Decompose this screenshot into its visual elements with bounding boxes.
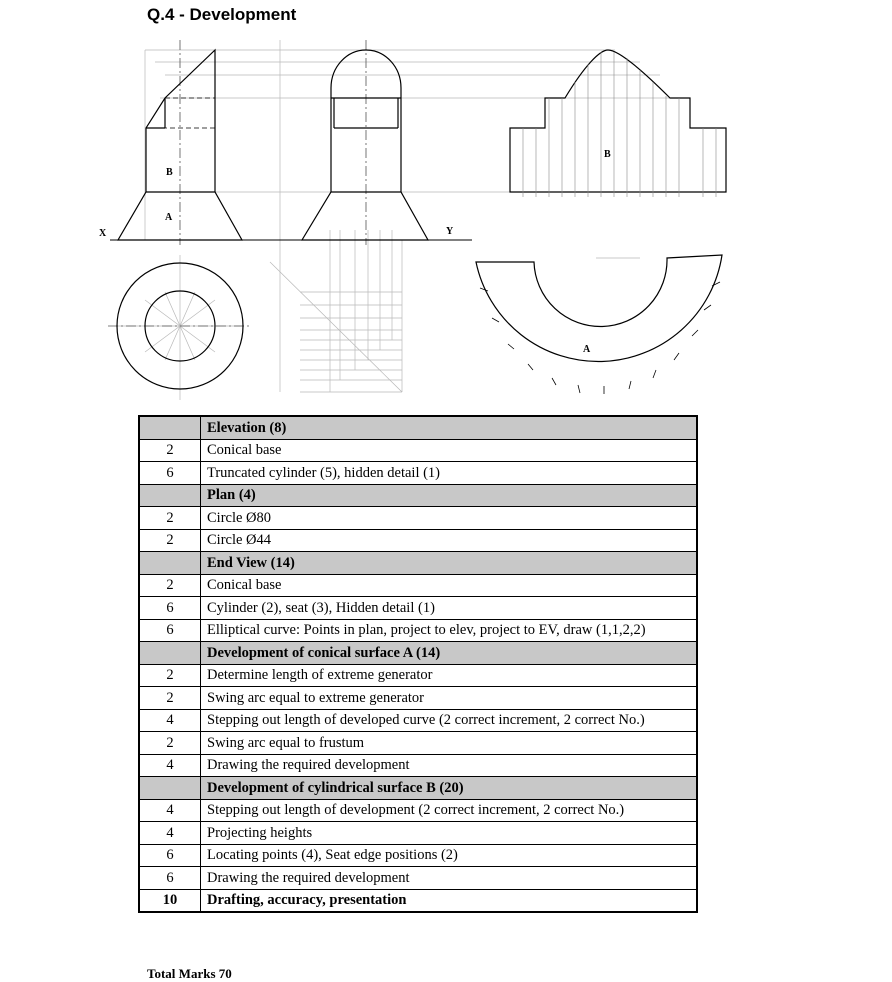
criterion-cell: Drawing the required development: [201, 867, 698, 890]
mark-cell: 2: [139, 507, 201, 530]
mark-cell: 6: [139, 867, 201, 890]
table-row: [139, 507, 697, 530]
development-a-ticks: [480, 282, 720, 394]
table-row: [139, 462, 697, 485]
table-row: [139, 574, 697, 597]
mark-cell: [139, 642, 201, 665]
criterion-cell: Drafting, accuracy, presentation: [201, 889, 698, 912]
criterion-cell: Determine length of extreme generator: [201, 664, 698, 687]
criterion-cell: Elliptical curve: Points in plan, project to elev, project to EV, draw (1,1,2,2): [201, 619, 698, 642]
side-elevation: [302, 50, 428, 240]
page-title: Q.4 - Development: [147, 5, 297, 24]
label-a-development: A: [583, 344, 591, 355]
table-row: [139, 889, 697, 912]
table-row: [139, 687, 697, 710]
mark-cell: 4: [139, 799, 201, 822]
table-row: [139, 439, 697, 462]
criterion-cell: Drawing the required development: [201, 754, 698, 777]
criterion-cell: Cylinder (2), seat (3), Hidden detail (1): [201, 597, 698, 620]
mark-cell: 4: [139, 709, 201, 732]
table-row: [139, 732, 697, 755]
section-heading: End View (14): [201, 552, 698, 575]
mark-cell: 4: [139, 754, 201, 777]
label-y: Y: [446, 226, 454, 237]
mark-cell: 6: [139, 844, 201, 867]
mark-cell: 2: [139, 529, 201, 552]
table-row: [139, 529, 697, 552]
mark-cell: 2: [139, 574, 201, 597]
mark-cell: 2: [139, 664, 201, 687]
mark-cell: 2: [139, 732, 201, 755]
section-heading: Development of cylindrical surface B (20): [201, 777, 698, 800]
mark-cell: [139, 484, 201, 507]
mark-cell: 4: [139, 822, 201, 845]
label-a: A: [165, 212, 173, 223]
total-marks: Total Marks 70: [147, 966, 232, 981]
table-row: [139, 867, 697, 890]
mark-cell: 6: [139, 462, 201, 485]
criterion-cell: Projecting heights: [201, 822, 698, 845]
criterion-cell: Stepping out length of developed curve (2 correct increment, 2 correct No.): [201, 709, 698, 732]
table-row: [139, 597, 697, 620]
mark-cell: 6: [139, 597, 201, 620]
criterion-cell: Truncated cylinder (5), hidden detail (1): [201, 462, 698, 485]
marking-scheme-table: [138, 415, 698, 913]
table-row: [139, 709, 697, 732]
table-row: [139, 664, 697, 687]
mark-cell: 10: [139, 889, 201, 912]
section-row: [139, 642, 697, 665]
mark-cell: 2: [139, 687, 201, 710]
development-a: [476, 255, 722, 362]
table-row: [139, 799, 697, 822]
development-drawing: [0, 0, 892, 410]
table-row: [139, 754, 697, 777]
label-b-development: B: [604, 149, 611, 160]
table-row: [139, 844, 697, 867]
criterion-cell: Circle Ø44: [201, 529, 698, 552]
mark-cell: 2: [139, 439, 201, 462]
table-row: [139, 822, 697, 845]
criterion-cell: Circle Ø80: [201, 507, 698, 530]
criterion-cell: Swing arc equal to frustum: [201, 732, 698, 755]
criterion-cell: Conical base: [201, 574, 698, 597]
section-row: [139, 552, 697, 575]
mark-cell: [139, 552, 201, 575]
section-row: [139, 484, 697, 507]
criterion-cell: Conical base: [201, 439, 698, 462]
development-b: [510, 50, 726, 192]
table-row: [139, 619, 697, 642]
section-row: [139, 777, 697, 800]
section-row: [139, 416, 697, 439]
criterion-cell: Swing arc equal to extreme generator: [201, 687, 698, 710]
construction-lines: [116, 40, 690, 400]
mark-cell: 6: [139, 619, 201, 642]
label-x: X: [99, 228, 107, 239]
section-heading: Elevation (8): [201, 416, 698, 439]
mark-cell: [139, 416, 201, 439]
section-heading: Plan (4): [201, 484, 698, 507]
criterion-cell: Locating points (4), Seat edge positions (2): [201, 844, 698, 867]
criterion-cell: Stepping out length of development (2 correct increment, 2 correct No.): [201, 799, 698, 822]
section-heading: Development of conical surface A (14): [201, 642, 698, 665]
label-b: B: [166, 167, 173, 178]
mark-cell: [139, 777, 201, 800]
